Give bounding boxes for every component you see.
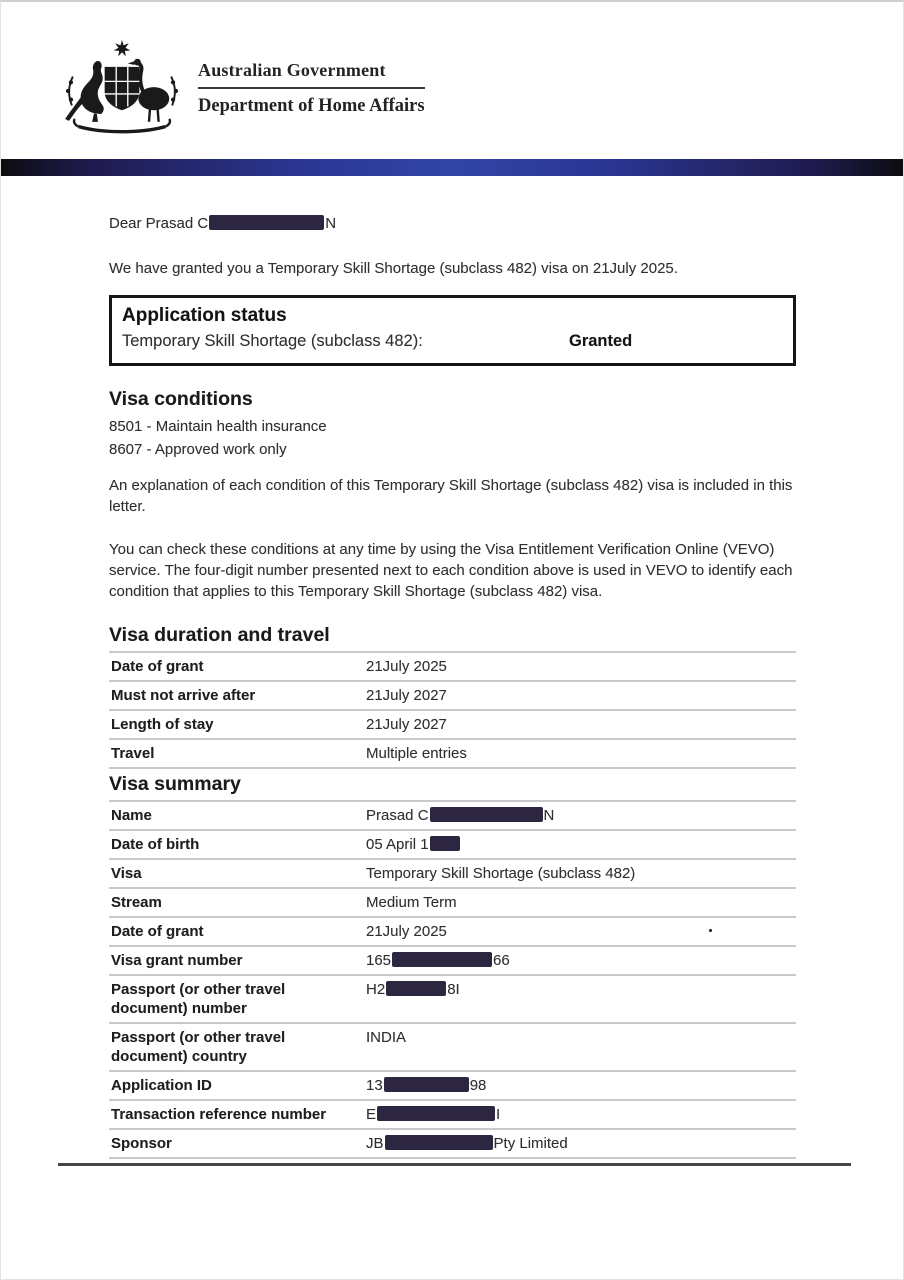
application-status-row: [122, 329, 783, 354]
value-text: JB: [366, 1135, 384, 1152]
row-value: [366, 1027, 796, 1066]
row-label: Visa grant number: [111, 952, 243, 969]
redaction-box: [384, 1077, 469, 1092]
row-label: Name: [111, 807, 152, 824]
australian-coat-of-arms-icon: [59, 38, 185, 144]
visa-summary-heading: Visa summary: [109, 773, 241, 795]
row-value: [366, 714, 796, 734]
letter-body: [1, 176, 903, 1159]
table-row: [109, 1130, 796, 1159]
government-title: Australian Government: [198, 60, 386, 80]
value-text: E: [366, 1106, 377, 1123]
row-value: [366, 979, 796, 1018]
condition-item: 8607 - Approved work only: [109, 441, 287, 458]
value-text: I: [496, 1106, 501, 1123]
value-text: Prasad C: [366, 807, 429, 824]
value-text: Multiple entries: [366, 745, 467, 762]
value-text: 13: [366, 1077, 383, 1094]
table-row: [109, 889, 796, 918]
row-label: Transaction reference number: [111, 1106, 327, 1123]
value-text: Medium Term: [366, 894, 457, 911]
row-value: [366, 805, 796, 825]
value-text: Pty Limited: [493, 1135, 568, 1152]
table-row: [109, 711, 796, 740]
condition-item: 8501 - Maintain health insurance: [109, 418, 327, 435]
value-text: 66: [493, 952, 510, 969]
stray-dot: [709, 929, 712, 932]
row-value: [366, 863, 796, 883]
table-row: [109, 1024, 796, 1072]
value-text: H2: [366, 981, 386, 998]
table-row: [109, 831, 796, 860]
table-row: [109, 682, 796, 711]
greeting-prefix: Dear Prasad C: [109, 215, 209, 232]
department-title: Department of Home Affairs: [198, 96, 425, 116]
table-row: [109, 1101, 796, 1130]
row-label: Must not arrive after: [111, 687, 256, 704]
value-text: 8I: [447, 981, 460, 998]
application-status-box: [109, 295, 796, 366]
value-text: 21July 2025: [366, 923, 447, 940]
table-row: [109, 740, 796, 769]
value-text: 21July 2025: [366, 658, 447, 675]
summary-table: [109, 800, 796, 1159]
bottom-rule: [58, 1163, 851, 1166]
redaction-box: [430, 807, 543, 822]
table-row: [109, 860, 796, 889]
row-label: Date of grant: [111, 658, 204, 675]
row-label: Visa: [111, 865, 142, 882]
table-row: [109, 802, 796, 831]
row-value: [366, 1133, 796, 1153]
table-row: [109, 1072, 796, 1101]
intro-paragraph: We have granted you a Temporary Skill Shortage (subclass 482) visa on 21July 2025.: [109, 260, 678, 277]
value-text: 21July 2027: [366, 687, 447, 704]
conditions-explanation: An explanation of each condition of this Temporary Skill Shortage (subclass 482) visa is included in this letter.: [109, 477, 793, 515]
redaction-box: [209, 215, 324, 230]
row-value: [366, 656, 796, 676]
value-text: 05 April 1: [366, 836, 429, 853]
redaction-box: [386, 981, 446, 996]
greeting-line: [109, 213, 796, 234]
letterhead: [1, 2, 903, 144]
row-value: [366, 892, 796, 912]
value-text: Temporary Skill Shortage (subclass 482): [366, 865, 636, 882]
row-label: Date of grant: [111, 923, 204, 940]
value-text: 98: [469, 1077, 487, 1094]
row-value: [366, 743, 796, 763]
vevo-paragraph: You can check these conditions at any time by using the Visa Entitlement Verification Online (VEVO) service. The four-digit number presented next to each condition above is used in VEVO to identify each condition that applies to this Temporary Skill Shortage (subclass 482) visa.: [109, 541, 793, 600]
visa-duration-heading: Visa duration and travel: [109, 624, 330, 646]
row-label: Passport (or other travel document) number: [111, 981, 286, 1017]
letterhead-divider: [198, 87, 425, 89]
duration-table: [109, 651, 796, 769]
conditions-list: [109, 415, 796, 461]
row-label: Stream: [111, 894, 162, 911]
row-label: Travel: [111, 745, 155, 762]
row-label: Application ID: [111, 1077, 212, 1094]
redaction-box: [377, 1106, 495, 1121]
row-value: [366, 1104, 796, 1124]
greeting-suffix: N: [325, 215, 337, 232]
table-row: [109, 653, 796, 682]
redaction-box: [385, 1135, 493, 1150]
row-value: [366, 685, 796, 705]
row-label: Length of stay: [111, 716, 214, 733]
application-status-title: Application status: [122, 305, 287, 326]
table-row: [109, 947, 796, 976]
value-text: INDIA: [366, 1029, 407, 1046]
value-text: 21July 2027: [366, 716, 447, 733]
table-row: [109, 918, 796, 947]
value-text: 165: [366, 952, 392, 969]
row-label: Date of birth: [111, 836, 200, 853]
row-label: Passport (or other travel document) country: [111, 1029, 286, 1065]
brand-banner: [1, 159, 903, 176]
status-granted-value: Granted: [569, 332, 633, 350]
row-value: [366, 921, 796, 941]
visa-conditions-heading: Visa conditions: [109, 388, 253, 410]
letterhead-titles: [198, 60, 425, 117]
row-value: [366, 950, 796, 970]
row-value: [366, 1075, 796, 1095]
table-row: [109, 976, 796, 1024]
redaction-box: [430, 836, 460, 851]
row-value: [366, 834, 796, 854]
value-text: N: [543, 807, 555, 824]
redaction-box: [392, 952, 492, 967]
status-visa-label: Temporary Skill Shortage (subclass 482):: [122, 332, 423, 350]
row-label: Sponsor: [111, 1135, 172, 1152]
